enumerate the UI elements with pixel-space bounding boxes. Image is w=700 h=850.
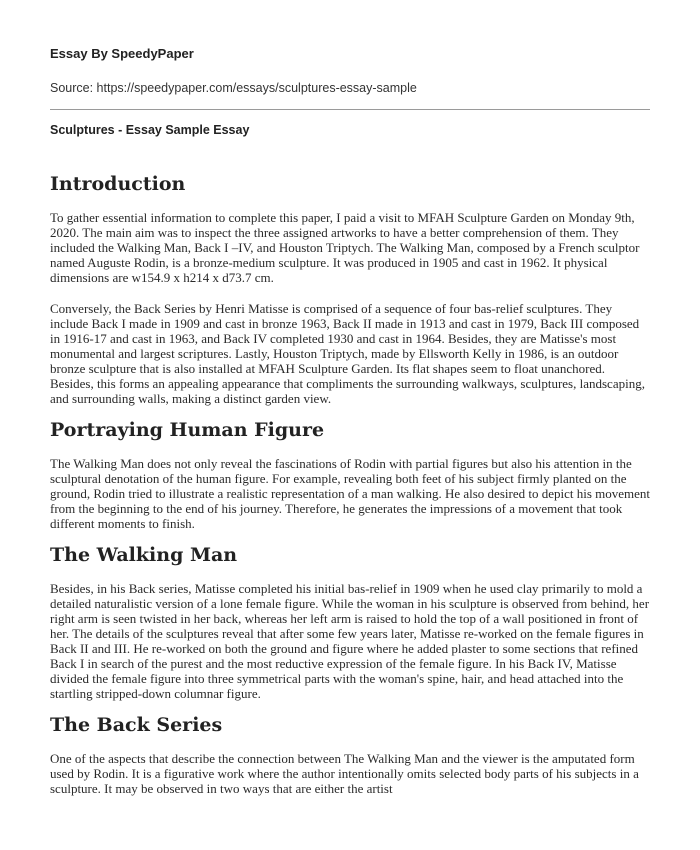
section-heading-introduction: Introduction	[50, 173, 186, 195]
paragraph: The Walking Man does not only reveal the fascinations of Rodin with partial figures but also his attention in the sculptural denotation of the human figure. For example, revealing both feet of his subject firmly planted on the ground, Rodin tried to illustrate a realistic representation of a man walking. He also desired to depict his movement from the beginning to the end of his journey. Therefore, he generates the impressions of a movement that took different moments to finish.	[50, 456, 651, 531]
header-divider	[50, 109, 650, 110]
source-line: Source: https://speedypaper.com/essays/sculptures-essay-sample	[50, 81, 417, 95]
section-heading-walking-man: The Walking Man	[50, 544, 238, 566]
section-heading-portraying-human-figure: Portraying Human Figure	[50, 419, 325, 441]
paragraph: One of the aspects that describe the connection between The Walking Man and the viewer is the amputated form used by Rodin. It is a figurative work where the author intentionally omits selected body parts of his subjects in a sculpture. It may be observed in two ways that are either the artist	[50, 751, 639, 796]
section-heading-back-series: The Back Series	[50, 714, 223, 736]
paragraph: Besides, in his Back series, Matisse completed his initial bas-relief in 1909 when he used clay primarily to mold a detailed naturalistic version of a lone female figure. While the woman in his sculpture is observed from behind, her right arm is seen twisted in her back, whereas her left arm is raised to hold the top of a wall positioned in front of her. The details of the sculptures reveal that after some few years later, Matisse re-worked on the female figures in Back II and III. He re-worked on both the ground and figure where he added plaster to some sections that refined Back I in search of the purest and the most reductive expression of the female figure. In his Back IV, Matisse divided the female figure into three symmetrical parts with the woman's spine, hair, and head attached into the startling stripped-down columnar figure.	[50, 581, 650, 701]
paragraph: To gather essential information to complete this paper, I paid a visit to MFAH Sculpture Garden on Monday 9th, 2020. The main aim was to inspect the three assigned artworks to have a better comprehension of them. They included the Walking Man, Back I –IV, and Houston Triptych. The Walking Man, composed by a French sculptor named Auguste Rodin, is a bronze-medium sculpture. It was produced in 1905 and cast in 1962. It physical dimensions are w154.9 x h214 x d73.7 cm.	[50, 210, 640, 285]
paragraph: Conversely, the Back Series by Henri Matisse is comprised of a sequence of four bas-relief sculptures. They include Back I made in 1909 and cast in bronze 1963, Back II made in 1913 and cast in 1979, Back III composed in 1916-17 and cast in 1963, and Back IV completed 1930 and cast in 1964. Besides, they are Matisse's most monumental and largest scriptures. Lastly, Houston Triptych, made by Ellsworth Kelly in 1986, is an outdoor bronze sculpture that is also installed at MFAH Sculpture Garden. Its flat shapes seem to float unanchored. Besides, this forms an appealing appearance that compliments the surrounding walkways, sculptures, landscaping, and surrounding walls, making a distinct garden view.	[50, 301, 645, 406]
document-title: Sculptures - Essay Sample Essay	[50, 123, 250, 137]
brand-title: Essay By SpeedyPaper	[50, 46, 194, 61]
